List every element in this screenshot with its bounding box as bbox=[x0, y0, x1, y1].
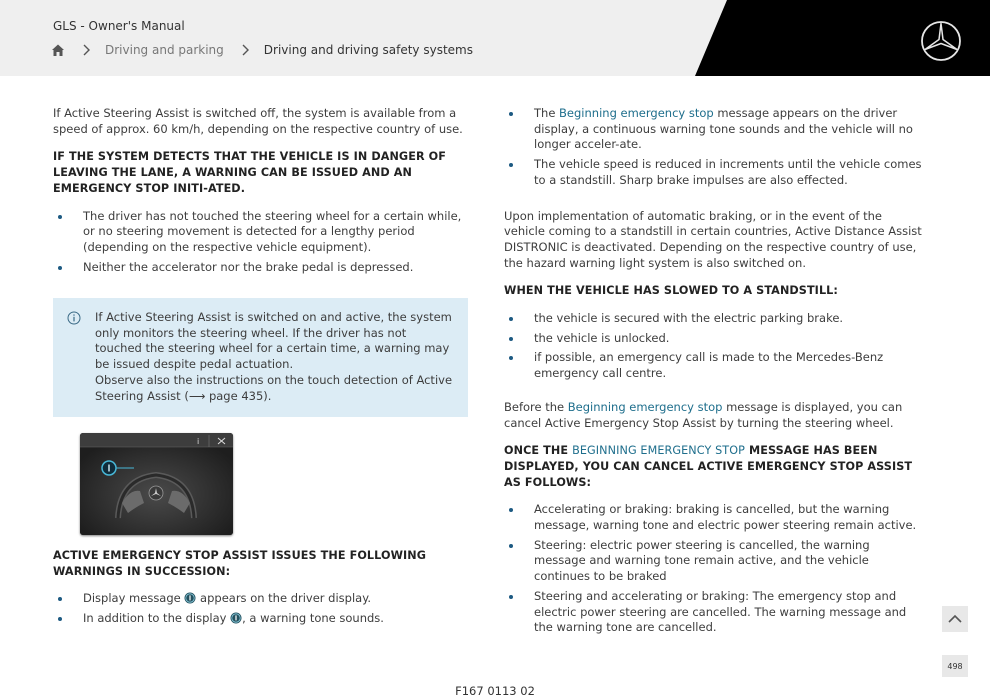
info-text-reference: Observe also the instructions on the touch detection of Active Steering Assist (⟶ page 435). bbox=[95, 372, 453, 403]
list-item-text: In addition to the display bbox=[83, 611, 227, 626]
list-item: Steering and accelerating or braking: The emergency stop and electric power steering are cancelled. The warning message and the warning tone are cancelled. bbox=[504, 589, 924, 636]
info-text: If Active Steering Assist is switched on and active, the system only monitors the steering wheel. If the driver has not touched the steering wheel for a certain time, a warning may be issued despite pedal actuation. bbox=[95, 310, 452, 372]
paragraph bbox=[504, 400, 924, 431]
page-number: 498 bbox=[942, 655, 968, 677]
list-item: The driver has not touched the steering wheel for a certain while, or no steering movement is detected for a lengthy period (depending on the respective vehicle equipment). bbox=[53, 209, 468, 256]
warning-list bbox=[53, 591, 468, 626]
breadcrumb bbox=[51, 41, 473, 59]
list-item-text: appears on the driver display. bbox=[200, 591, 372, 606]
info-box bbox=[53, 298, 468, 417]
chevron-right-icon bbox=[81, 44, 91, 56]
chevron-right-icon bbox=[240, 44, 250, 56]
section-heading: IF THE SYSTEM DETECTS THAT THE VEHICLE IS IN DANGER OF LEAVING THE LANE, A WARNING CAN BE ISSUED AND AN EMERGENCY STOP INITI-ATED. bbox=[53, 150, 447, 195]
standstill-list bbox=[504, 311, 924, 382]
list-item-text: , a warning tone sounds. bbox=[242, 611, 384, 626]
right-column bbox=[504, 106, 924, 648]
manual-title: GLS - Owner's Manual bbox=[53, 19, 185, 33]
message-link[interactable]: Beginning emergency stop bbox=[559, 106, 714, 120]
list-item: the vehicle is unlocked. bbox=[504, 331, 924, 347]
driver-display-image bbox=[80, 433, 233, 535]
section-heading: WHEN THE VEHICLE HAS SLOWED TO A STANDSTILL: bbox=[504, 284, 838, 298]
breadcrumb-link[interactable]: Driving and parking bbox=[105, 43, 224, 57]
scroll-top-button[interactable] bbox=[942, 606, 968, 632]
heading-text: MESSAGE HAS BEEN DISPLAYED, YOU CAN CANCEL ACTIVE EMERGENCY STOP ASSIST AS FOLLOWS: bbox=[504, 444, 913, 489]
steering-warning-icon bbox=[184, 592, 196, 604]
section-heading: ACTIVE EMERGENCY STOP ASSIST ISSUES THE FOLLOWING WARNINGS IN SUCCESSION: bbox=[53, 549, 427, 578]
list-item bbox=[53, 611, 468, 627]
list-item: if possible, an emergency call is made to the Mercedes-Benz emergency call centre. bbox=[504, 350, 924, 381]
page-header bbox=[0, 0, 990, 76]
info-icon bbox=[67, 311, 81, 325]
cancel-list bbox=[504, 502, 924, 636]
condition-list bbox=[53, 209, 468, 276]
message-link[interactable]: Beginning emergency stop bbox=[567, 399, 723, 414]
breadcrumb-current: Driving and driving safety systems bbox=[263, 43, 473, 57]
chevron-up-icon bbox=[948, 614, 962, 624]
list-item: the vehicle is secured with the electric parking brake. bbox=[504, 311, 924, 327]
list-item-text: Display message bbox=[83, 591, 181, 606]
heading-text: ONCE THE bbox=[504, 444, 573, 458]
mercedes-star-icon[interactable] bbox=[920, 20, 962, 62]
home-icon[interactable] bbox=[51, 43, 65, 57]
list-item: The vehicle speed is reduced in increments until the vehicle comes to a standstill. Sharp brake impulses are also effected. bbox=[504, 157, 924, 188]
svg-text:i: i bbox=[197, 437, 200, 446]
list-item: The Beginning emergency stop message appears on the driver display, a continuous warning tone sounds and the vehicle will no longer acceler-ate. bbox=[504, 106, 924, 153]
steering-wheel-illustration bbox=[80, 433, 233, 535]
image-code: F167 0113 02 bbox=[455, 684, 535, 698]
list-item bbox=[53, 591, 468, 607]
section-heading bbox=[504, 443, 924, 490]
paragraph-text: Before the bbox=[504, 399, 568, 414]
paragraph: Upon implementation of automatic braking, or in the event of the vehicle coming to a standstill in certain countries, Active Distance Assist DISTRONIC is deactivated. Depending on the respective country of use, the hazard warning light system is also switched on. bbox=[504, 208, 922, 270]
steering-warning-icon bbox=[230, 612, 242, 624]
list-item: Neither the accelerator nor the brake pedal is depressed. bbox=[53, 260, 468, 276]
list-item: Accelerating or braking: braking is cancelled, but the warning message, warning tone and electric power steering remain active. bbox=[504, 502, 924, 533]
emergency-stop-list bbox=[504, 106, 924, 189]
warnings-section bbox=[53, 548, 468, 639]
left-column bbox=[53, 106, 468, 287]
message-link[interactable]: BEGINNING EMERGENCY STOP bbox=[572, 444, 745, 458]
intro-paragraph: If Active Steering Assist is switched off, the system is available from a speed of approx. 60 km/h, depending on the respective country of use. bbox=[53, 106, 463, 136]
list-item: Steering: electric power steering is cancelled, the warning message and warning tone remain active, and the vehicle continues to be braked bbox=[504, 538, 924, 585]
paragraph-text: message is displayed, you can cancel Active Emergency Stop Assist by turning the steering wheel. bbox=[504, 399, 903, 430]
list-item-text: message appears on the driver display, a continuous warning tone sounds and the vehicle will no longer acceler-ate. bbox=[534, 106, 913, 152]
